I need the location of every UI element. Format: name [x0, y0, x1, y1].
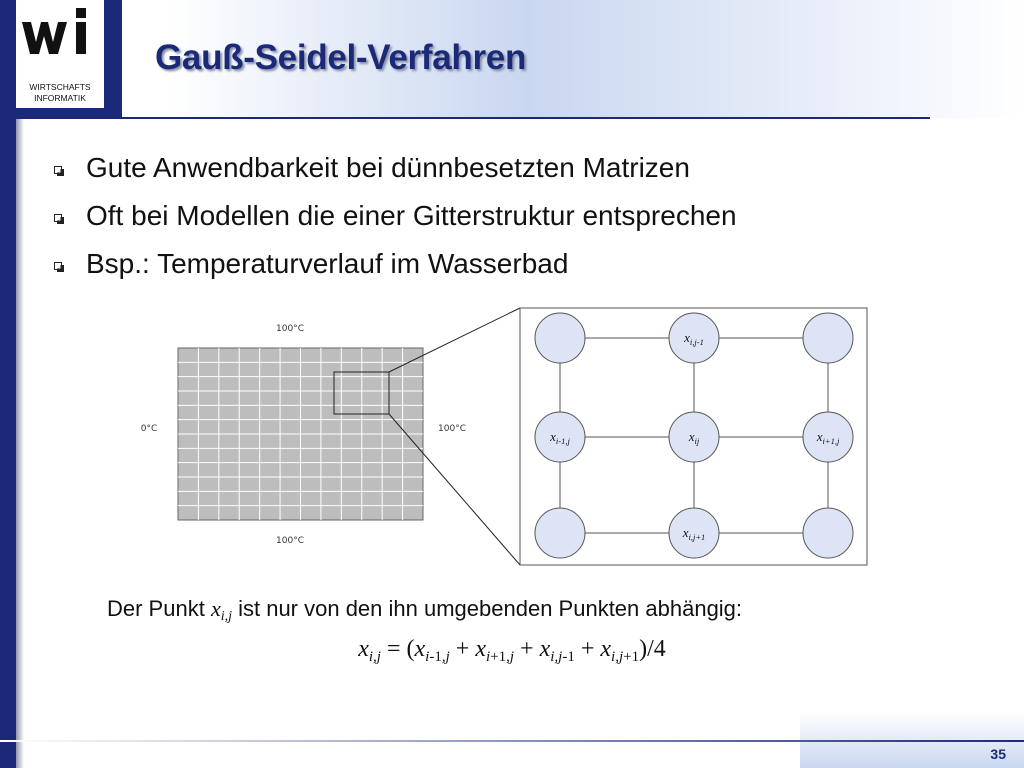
grid-label-left: 0°C	[140, 424, 158, 434]
caption-var: x	[210, 596, 221, 621]
node-label-right: xi+1,j	[816, 429, 840, 446]
temperature-grid-diagram	[130, 300, 880, 575]
caption-before: Der Punkt	[107, 596, 211, 621]
node-label-bottom: xi,j+1	[682, 525, 706, 542]
node-label-top: xi,j-1	[684, 330, 704, 347]
logo-panel	[16, 0, 104, 108]
update-formula: $x_{i,j} = (x_{i-1,j} + x_{i+1,j} + x_{i,j-1} + x_{i,j+1})/4$	[358, 636, 666, 665]
node-label-left: xi-1,j	[550, 429, 570, 446]
square-bullet-icon	[54, 262, 64, 272]
slide-title: Gauß-Seidel-Verfahren	[155, 38, 527, 77]
bullet-text: Oft bei Modellen die einer Gitterstruktur entsprechen	[86, 200, 737, 231]
node-top-left	[535, 313, 585, 363]
caption-text	[107, 596, 742, 625]
wi-logo-icon	[16, 0, 104, 60]
logo-caption	[16, 82, 104, 104]
header-divider	[0, 117, 930, 119]
caption-sub: i,j	[220, 609, 232, 624]
node-top-right	[803, 313, 853, 363]
grid-label-right: 100°C	[438, 424, 466, 434]
zoom-connector-top	[389, 308, 520, 372]
page-number: 35	[990, 746, 1006, 762]
square-bullet-icon	[54, 214, 64, 224]
bullet-text: Gute Anwendbarkeit bei dünnbesetzten Matrizen	[86, 152, 690, 183]
square-bullet-icon	[54, 166, 64, 176]
logo	[0, 0, 122, 118]
bullet-text: Bsp.: Temperaturverlauf im Wasserbad	[86, 248, 569, 279]
footer-divider	[0, 740, 1024, 742]
node-bottom-left	[535, 508, 585, 558]
grid-label-top: 100°C	[276, 324, 304, 334]
node-bottom-right	[803, 508, 853, 558]
logo-caption-line2: INFORMATIK	[34, 93, 86, 103]
caption-after: ist nur von den ihn umgebenden Punkten abhängig:	[231, 596, 743, 621]
node-label-center: xij	[688, 429, 700, 446]
grid-label-bottom: 100°C	[276, 536, 304, 546]
logo-caption-line1: WIRTSCHAFTS	[29, 82, 91, 92]
